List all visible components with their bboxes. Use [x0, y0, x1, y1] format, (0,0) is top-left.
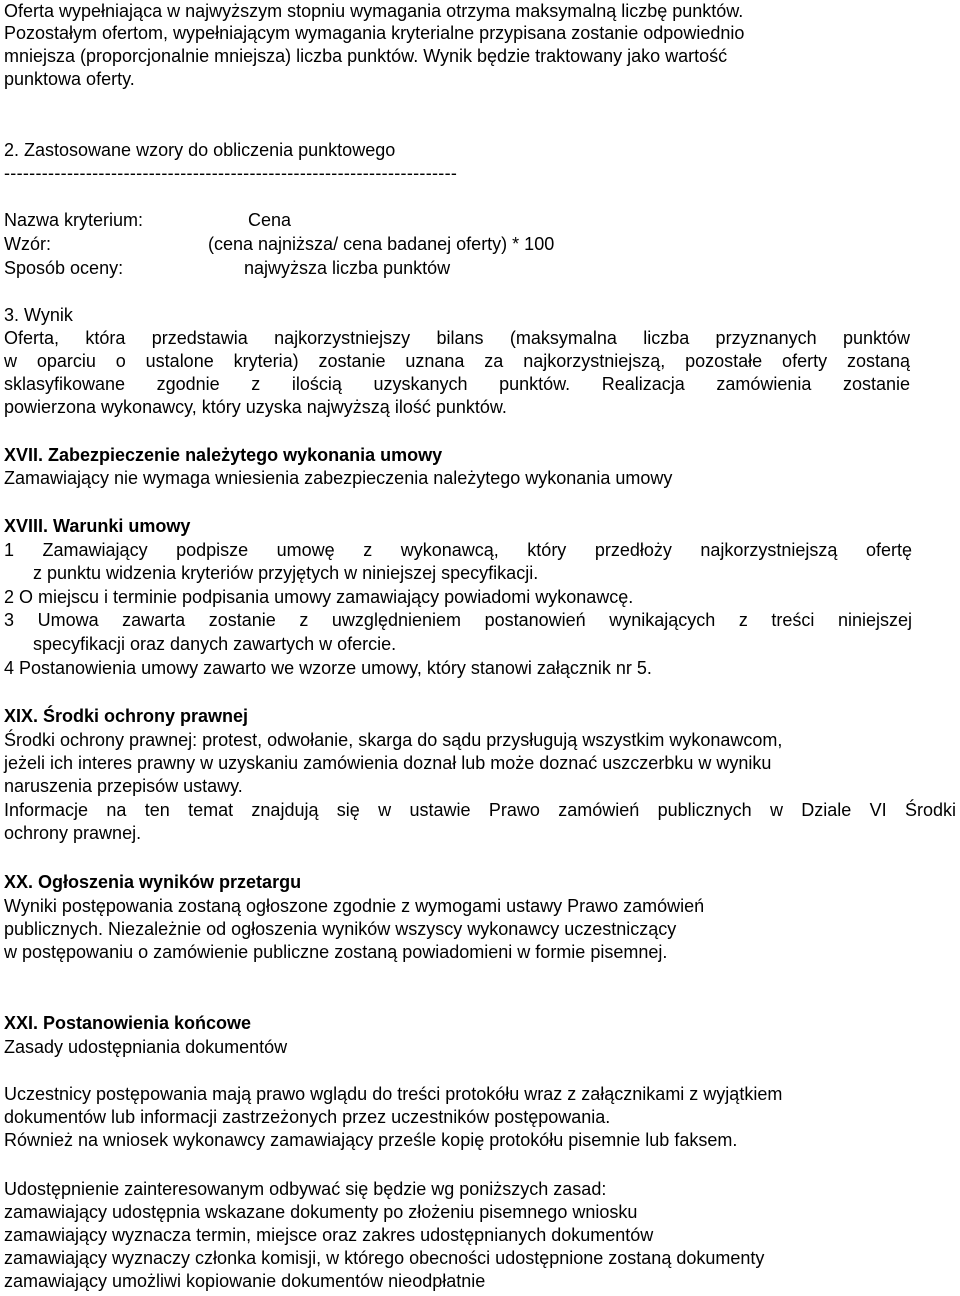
formulas-heading: 2. Zastosowane wzory do obliczenia punktowego	[4, 140, 396, 160]
section-text: Udostępnienie zainteresowanym odbywać się będzie wg poniższych zasad:	[4, 1179, 607, 1199]
method-label: Sposób oceny:	[4, 258, 124, 278]
intro-line: Pozostałym ofertom, wypełniającym wymagania kryterialne przypisana zostanie odpowiednio	[4, 23, 745, 43]
section-heading: XVII. Zabezpieczenie należytego wykonania umowy	[4, 445, 443, 465]
list-item-continuation: z punktu widzenia kryteriów przyjętych w niniejszej specyfikacji.	[33, 563, 539, 583]
section-subheading: Zasady udostępniania dokumentów	[4, 1037, 288, 1057]
criterion-label: Nazwa kryterium:	[4, 210, 144, 230]
section-text: zamawiający wyznaczy członka komisji, w którego obecności udostępnione zostaną dokumenty	[4, 1248, 765, 1268]
result-heading: 3. Wynik	[4, 305, 73, 325]
intro-line: punktowa oferty.	[4, 69, 135, 89]
list-item: 2 O miejscu i terminie podpisania umowy zamawiający powiadomi wykonawcę.	[4, 587, 634, 607]
section-text: naruszenia przepisów ustawy.	[4, 776, 243, 796]
result-line: powierzona wykonawcy, który uzyska najwyższą ilość punktów.	[4, 397, 507, 417]
section-text: w postępowaniu o zamówienie publiczne zostaną powiadomieni w formie pisemnej.	[4, 942, 668, 962]
criterion-value: Cena	[248, 210, 292, 230]
intro-line: mniejsza (proporcjonalnie mniejsza) liczba punktów. Wynik będzie traktowany jako wartość	[4, 46, 728, 66]
section-text: ochrony prawnej.	[4, 823, 142, 843]
result-line: sklasyfikowane zgodnie z ilością uzyskanych punktów. Realizacja zamówienia zostanie	[4, 374, 910, 394]
section-text: jeżeli ich interes prawny w uzyskaniu zamówienia doznał lub może doznać uszczerbku w wyniku	[4, 753, 772, 773]
section-text: zamawiający umożliwi kopiowanie dokumentów nieodpłatnie	[4, 1271, 486, 1291]
section-text: Wyniki postępowania zostaną ogłoszone zgodnie z wymogami ustawy Prawo zamówień	[4, 896, 705, 916]
section-text: dokumentów lub informacji zastrzeżonych przez uczestników postępowania.	[4, 1107, 611, 1127]
list-item-continuation: specyfikacji oraz danych zawartych w ofercie.	[33, 634, 397, 654]
intro-line: Oferta wypełniająca w najwyższym stopniu wymagania otrzyma maksymalną liczbę punktów.	[4, 1, 744, 21]
section-text: Również na wniosek wykonawcy zamawiający prześle kopię protokółu pisemnie lub faksem.	[4, 1130, 738, 1150]
section-heading: XXI. Postanowienia końcowe	[4, 1013, 252, 1033]
section-heading: XVIII. Warunki umowy	[4, 516, 191, 536]
method-value: najwyższa liczba punktów	[244, 258, 451, 278]
formula-value: (cena najniższa/ cena badanej oferty) * 100	[208, 234, 555, 254]
formula-label: Wzór:	[4, 234, 51, 254]
section-text: Zamawiający nie wymaga wniesienia zabezpieczenia należytego wykonania umowy	[4, 468, 673, 488]
section-text: Informacje na ten temat znajdują się w ustawie Prawo zamówień publicznych w Dziale VI Środki	[4, 800, 956, 820]
section-heading: XX. Ogłoszenia wyników przetargu	[4, 872, 302, 892]
result-line: Oferta, która przedstawia najkorzystniejszy bilans (maksymalna liczba przyznanych punktów	[4, 328, 910, 348]
list-item: 1 Zamawiający podpisze umowę z wykonawcą, który przedłoży najkorzystniejszą ofertę	[4, 540, 912, 560]
section-heading: XIX. Środki ochrony prawnej	[4, 706, 249, 726]
list-item: 4 Postanowienia umowy zawarto we wzorze umowy, który stanowi załącznik nr 5.	[4, 658, 652, 678]
section-text: publicznych. Niezależnie od ogłoszenia wyników wszyscy wykonawcy uczestniczący	[4, 919, 677, 939]
section-text: zamawiający wyznacza termin, miejsce oraz zakres udostępnianych dokumentów	[4, 1225, 654, 1245]
separator-line: ------------------------------------------------------------------------	[4, 163, 458, 183]
result-line: w oparciu o ustalone kryteria) zostanie uznana za najkorzystniejszą, pozostałe oferty zostaną	[4, 351, 910, 371]
section-text: Środki ochrony prawnej: protest, odwołanie, skarga do sądu przysługują wszystkim wykonawcom,	[4, 730, 783, 750]
list-item: 3 Umowa zawarta zostanie z uwzględnieniem postanowień wynikających z treści niniejszej	[4, 610, 912, 630]
section-text: zamawiający udostępnia wskazane dokumenty po złożeniu pisemnego wniosku	[4, 1202, 638, 1222]
section-text: Uczestnicy postępowania mają prawo wglądu do treści protokółu wraz z załącznikami z wyjątkiem	[4, 1084, 783, 1104]
